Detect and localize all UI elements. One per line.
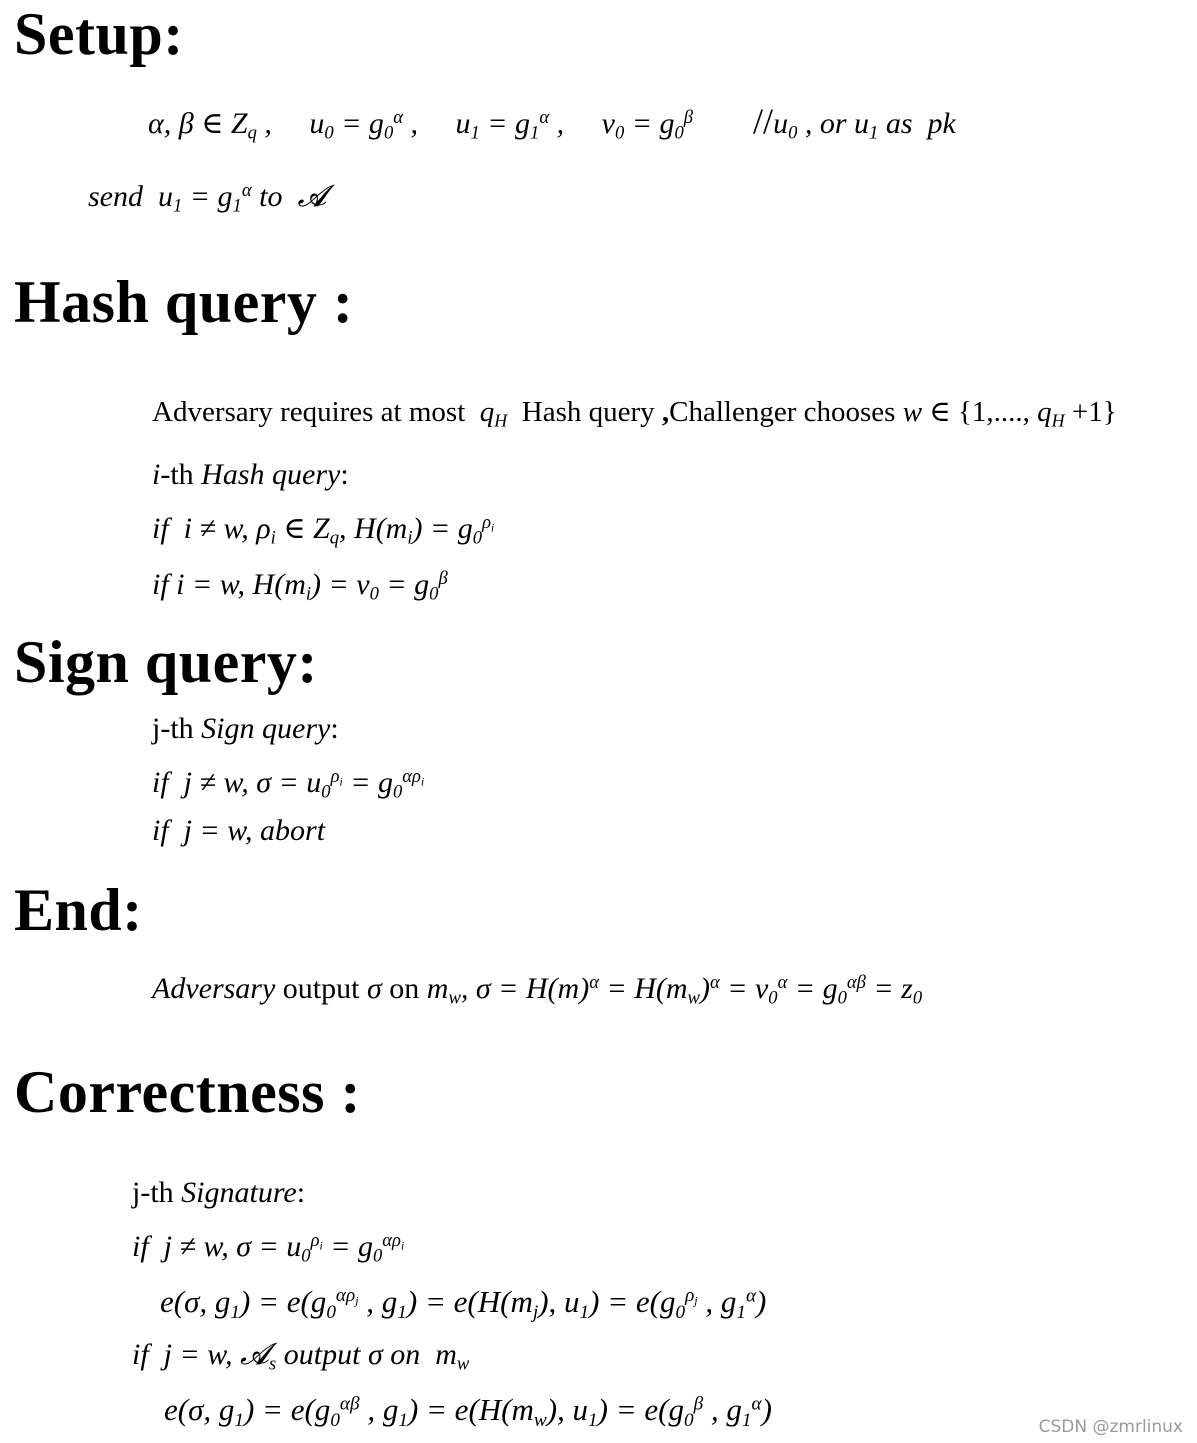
heading-sign-query: Sign query: [14, 629, 318, 695]
corr-jth-line: j-th Signature: [132, 1176, 306, 1209]
sign-case-neq-line: if j ≠ w, $\sigma = u_0^{\rho_i} = g_0^{\alpha\rho_i}$ [152, 765, 425, 803]
setup-send-line: send $u_1 = g_1^\alpha$ to 𝓐 [88, 179, 327, 217]
word-if: if [152, 766, 169, 799]
hash-case-eq-line: if i = w, $H(m_i) = v_0 = g_0^\beta$ [152, 567, 448, 605]
sign-jth-line: j-th Sign query: [152, 712, 339, 745]
corr-case-eq-line: if j = w, 𝓐$_s$ output σ on $m_w$ [132, 1337, 470, 1375]
word-abort: abort [260, 814, 326, 847]
word-as: as [885, 107, 913, 140]
word-if: if [132, 1338, 149, 1371]
on-word: on [389, 972, 420, 1005]
end-output-line: Adversary output σ on $m_w$, $\sigma = H(m)^\alpha = H(m_w)^\alpha = v_0^\alpha = g_0^{\alpha\beta} = z_0$ [152, 971, 923, 1009]
challenger-text: Challenger chooses [669, 396, 896, 428]
hash-query-text: Hash query [521, 396, 655, 428]
signature-label: Signature [181, 1176, 297, 1209]
hash-query-label: Hash query [201, 458, 341, 491]
sign-query-label: Sign query [201, 712, 331, 745]
adversary-word: Adversary [152, 972, 276, 1005]
heading-setup: Setup: [14, 1, 184, 67]
word-send: send [88, 180, 143, 213]
word-or: or [819, 107, 847, 140]
corr-pairing-eq-line: e(σ, $g_1) = e(g_0^{\alpha\beta}$ , $g_1) = e(H(m_w)$, $u_1) = e(g_0^\beta$ , $g_1^\alpha$) [164, 1392, 772, 1431]
jth-prefix: j-th [132, 1176, 174, 1209]
heading-correctness: Correctness : [14, 1059, 361, 1125]
ith-suffix: -th [160, 458, 194, 491]
jth-prefix: j-th [152, 712, 194, 745]
sign-case-eq-line: if j = w, abort [152, 814, 326, 847]
corr-case-neq-line: if j ≠ w, $\sigma = u_0^{\rho_i} = g_0^{\alpha\rho_i}$ [132, 1229, 405, 1267]
corr-pairing-neq-line: e(σ, $g_1) = e(g_0^{\alpha\rho_j}$ , $g_1) = e(H(m_j)$, $u_1) = e(g_0^{\rho_j}$ , $g_1^\alpha$) [160, 1284, 767, 1323]
on-word: on [390, 1338, 421, 1371]
heading-hash-query: Hash query : [14, 269, 354, 335]
output-word: output [282, 972, 360, 1005]
hash-adversary-text: Adversary requires at most [152, 396, 466, 428]
output-word: output [283, 1338, 361, 1371]
setup-params-line: α, β ∈ $Z_q$ , $u_0 = g_0^\alpha$ , $u_1 = g_1^\alpha$ , $v_0 = g_0^\beta$ $//u_0$ , or $u_1$ as pk [148, 101, 956, 144]
word-if: if [152, 512, 169, 545]
hash-ith-line: i-th Hash query: [152, 458, 349, 491]
word-if: if [152, 814, 169, 847]
word-to: to [259, 180, 283, 213]
word-if: if [132, 1230, 149, 1263]
heading-end: End: [14, 877, 143, 943]
watermark: CSDN @zmrlinux [1038, 1417, 1183, 1437]
word-if: if [152, 568, 169, 601]
comment-slashes: // [753, 101, 774, 141]
hash-case-neq-line: if i ≠ w, $\rho_i$ ∈ $Z_q$, $H(m_i) = g_0^{\rho_i}$ [152, 511, 495, 549]
word-pk: pk [927, 107, 956, 140]
hash-description-line: Adversary requires at most $q_H$ Hash query ,Challenger chooses w ∈ {1,...., $q_H +1$} [152, 396, 1117, 431]
